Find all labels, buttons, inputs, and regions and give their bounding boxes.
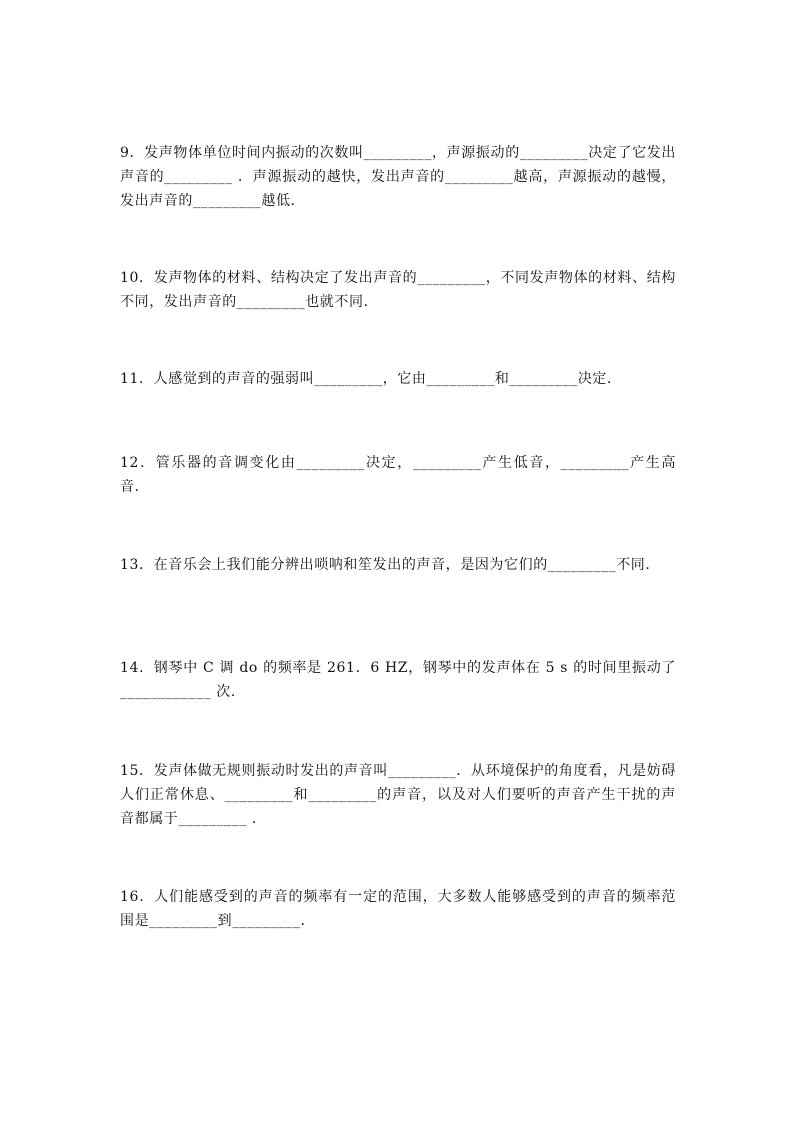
question-15: 15．发声体做无规则振动时发出的声音叫_________．从环境保护的角度看，凡是妨碍人们正常休息、_________和_________的声音，以及对人们要听的声音产生干扰的声音都属于_________ ． — [120, 763, 676, 827]
question-9: 9．发声物体单位时间内振动的次数叫_________，声源振动的_________决定了它发出声音的_________ ．声源振动的越快，发出声音的_________越高，声源振动的越慢，发出声音的_________越低． — [120, 145, 676, 209]
question-11: 11．人感觉到的声音的强弱叫_________，它由_________和_________决定． — [120, 371, 622, 387]
question-13: 13．在音乐会上我们能分辨出唢呐和笙发出的声音，是因为它们的_________不同． — [120, 557, 661, 573]
question-16: 16．人们能感受到的声音的频率有一定的范围，大多数人能够感受到的声音的频率范围是_________到_________． — [120, 889, 676, 929]
question-12: 12．管乐器的音调变化由_________决定，_________产生低音，_________产生高音． — [120, 455, 676, 495]
question-10: 10．发声物体的材料、结构决定了发出声音的_________，不同发声物体的材料、结构不同，发出声音的_________也就不同． — [120, 270, 676, 310]
question-14: 14．钢琴中 C 调 do 的频率是 261．6 HZ，钢琴中的发声体在 5 s 的时间里振动了____________ 次． — [120, 660, 676, 700]
